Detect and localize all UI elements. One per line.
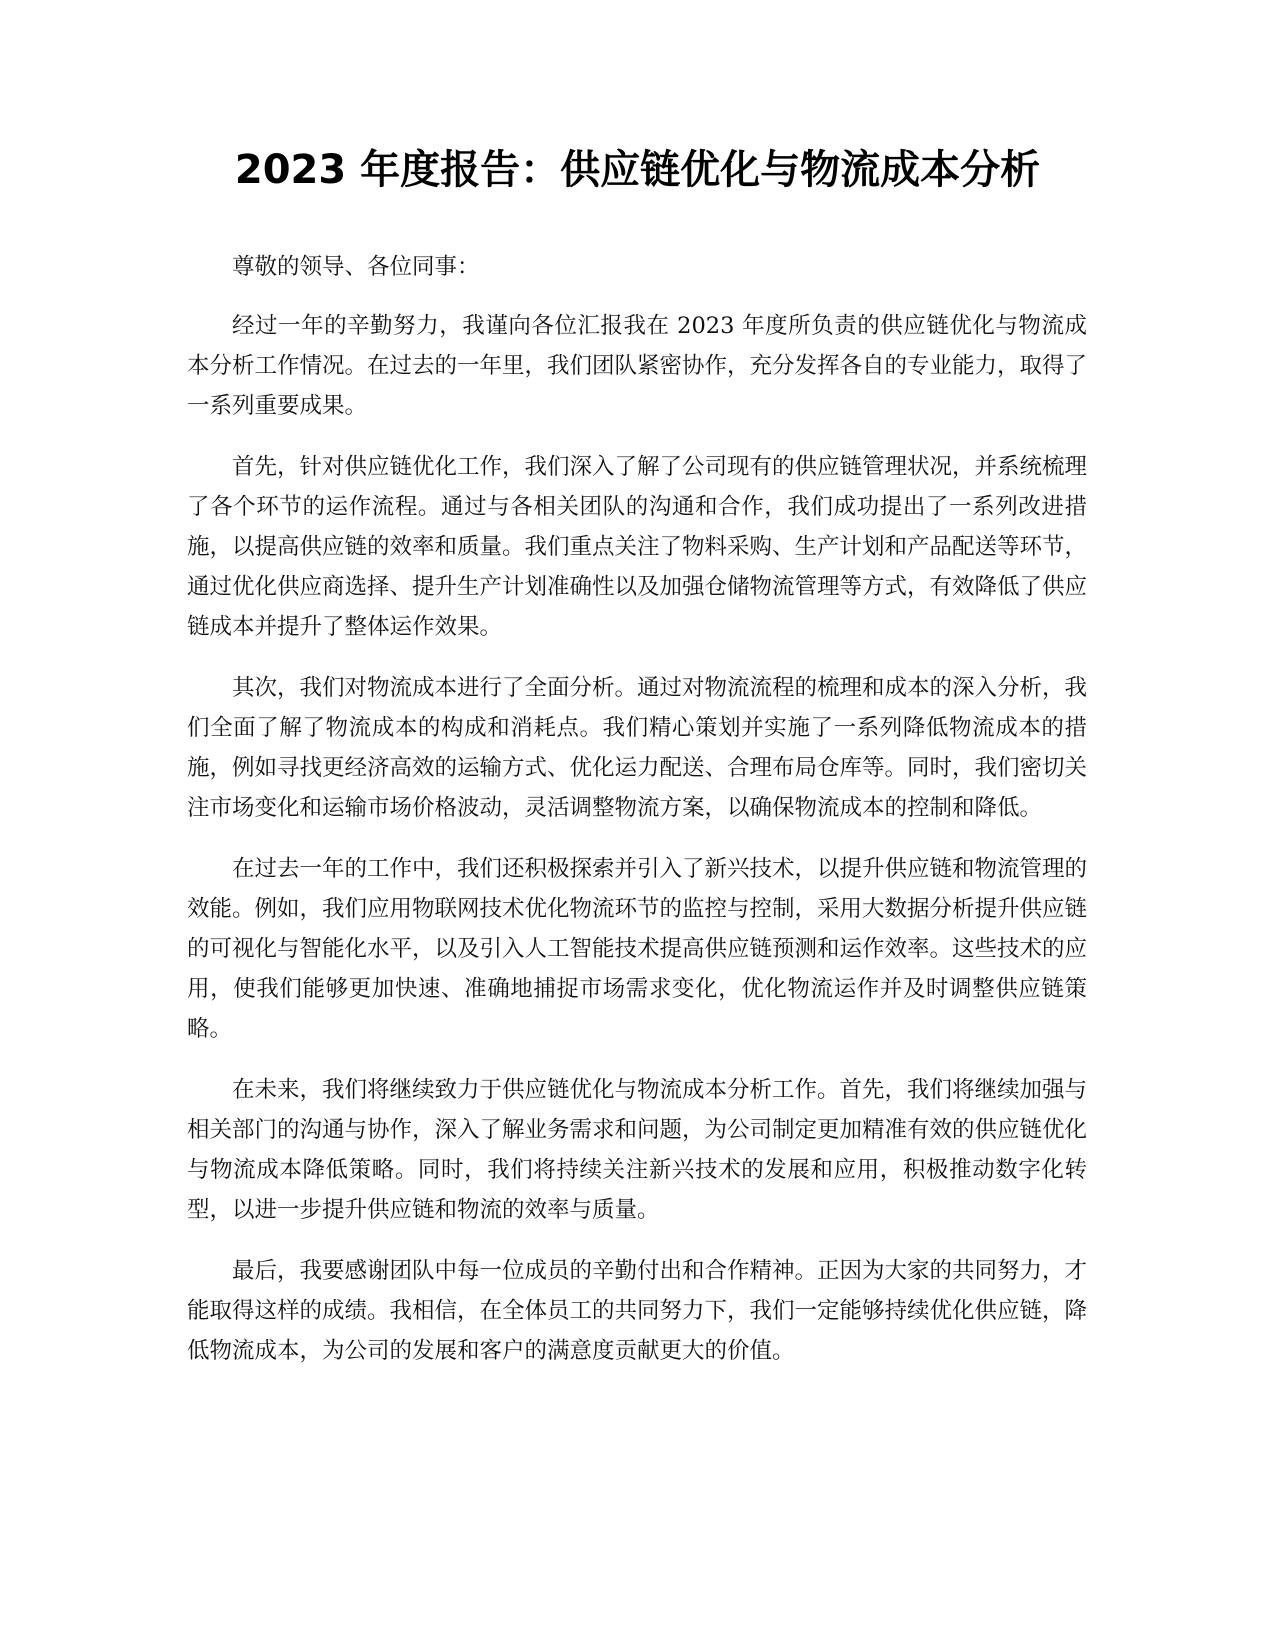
paragraph-supply-chain: 首先，针对供应链优化工作，我们深入了解了公司现有的供应链管理状况，并系统梳理了各个环节的运作流程。通过与各相关团队的沟通和合作，我们成功提出了一系列改进措施，以提高供应链的效率和质量。我们重点关注了物料采购、生产计划和产品配送等环节，通过优化供应商选择、提升生产计划准确性以及加强仓储物流管理等方式，有效降低了供应链成本并提升了整体运作效果。 [187, 454, 1088, 640]
page-title: 2023 年度报告：供应链优化与物流成本分析 [234, 147, 1041, 193]
paragraph-logistics-cost: 其次，我们对物流成本进行了全面分析。通过对物流流程的梳理和成本的深入分析，我们全面了解了物流成本的构成和消耗点。我们精心策划并实施了一系列降低物流成本的措施，例如寻找更经济高效的运输方式、优化运力配送、合理布局仓库等。同时，我们密切关注市场变化和运输市场价格波动，灵活调整物流方案，以确保物流成本的控制和降低。 [187, 675, 1088, 821]
paragraph-technology: 在过去一年的工作中，我们还积极探索并引入了新兴技术，以提升供应链和物流管理的效能。例如，我们应用物联网技术优化物流环节的监控与控制，采用大数据分析提升供应链的可视化与智能化水平，以及引入人工智能技术提高供应链预测和运作效率。这些技术的应用，使我们能够更加快速、准确地捕捉市场需求变化，优化物流运作并及时调整供应链策略。 [187, 856, 1088, 1042]
paragraph-thanks: 最后，我要感谢团队中每一位成员的辛勤付出和合作精神。正因为大家的共同努力，才能取得这样的成绩。我相信，在全体员工的共同努力下，我们一定能够持续优化供应链，降低物流成本，为公司的发展和客户的满意度贡献更大的价值。 [187, 1258, 1088, 1364]
paragraph-future: 在未来，我们将继续致力于供应链优化与物流成本分析工作。首先，我们将继续加强与相关部门的沟通与协作，深入了解业务需求和问题，为公司制定更加精准有效的供应链优化与物流成本降低策略。同时，我们将持续关注新兴技术的发展和应用，积极推动数字化转型，以进一步提升供应链和物流的效率与质量。 [187, 1077, 1088, 1223]
document-body [187, 247, 1087, 1392]
salutation: 尊敬的领导、各位同事： [232, 254, 480, 280]
paragraph-intro: 经过一年的辛勤努力，我谨向各位汇报我在 2023 年度所负责的供应链优化与物流成本分析工作情况。在过去的一年里，我们团队紧密协作，充分发挥各自的专业能力，取得了一系列重要成果。 [187, 313, 1088, 419]
